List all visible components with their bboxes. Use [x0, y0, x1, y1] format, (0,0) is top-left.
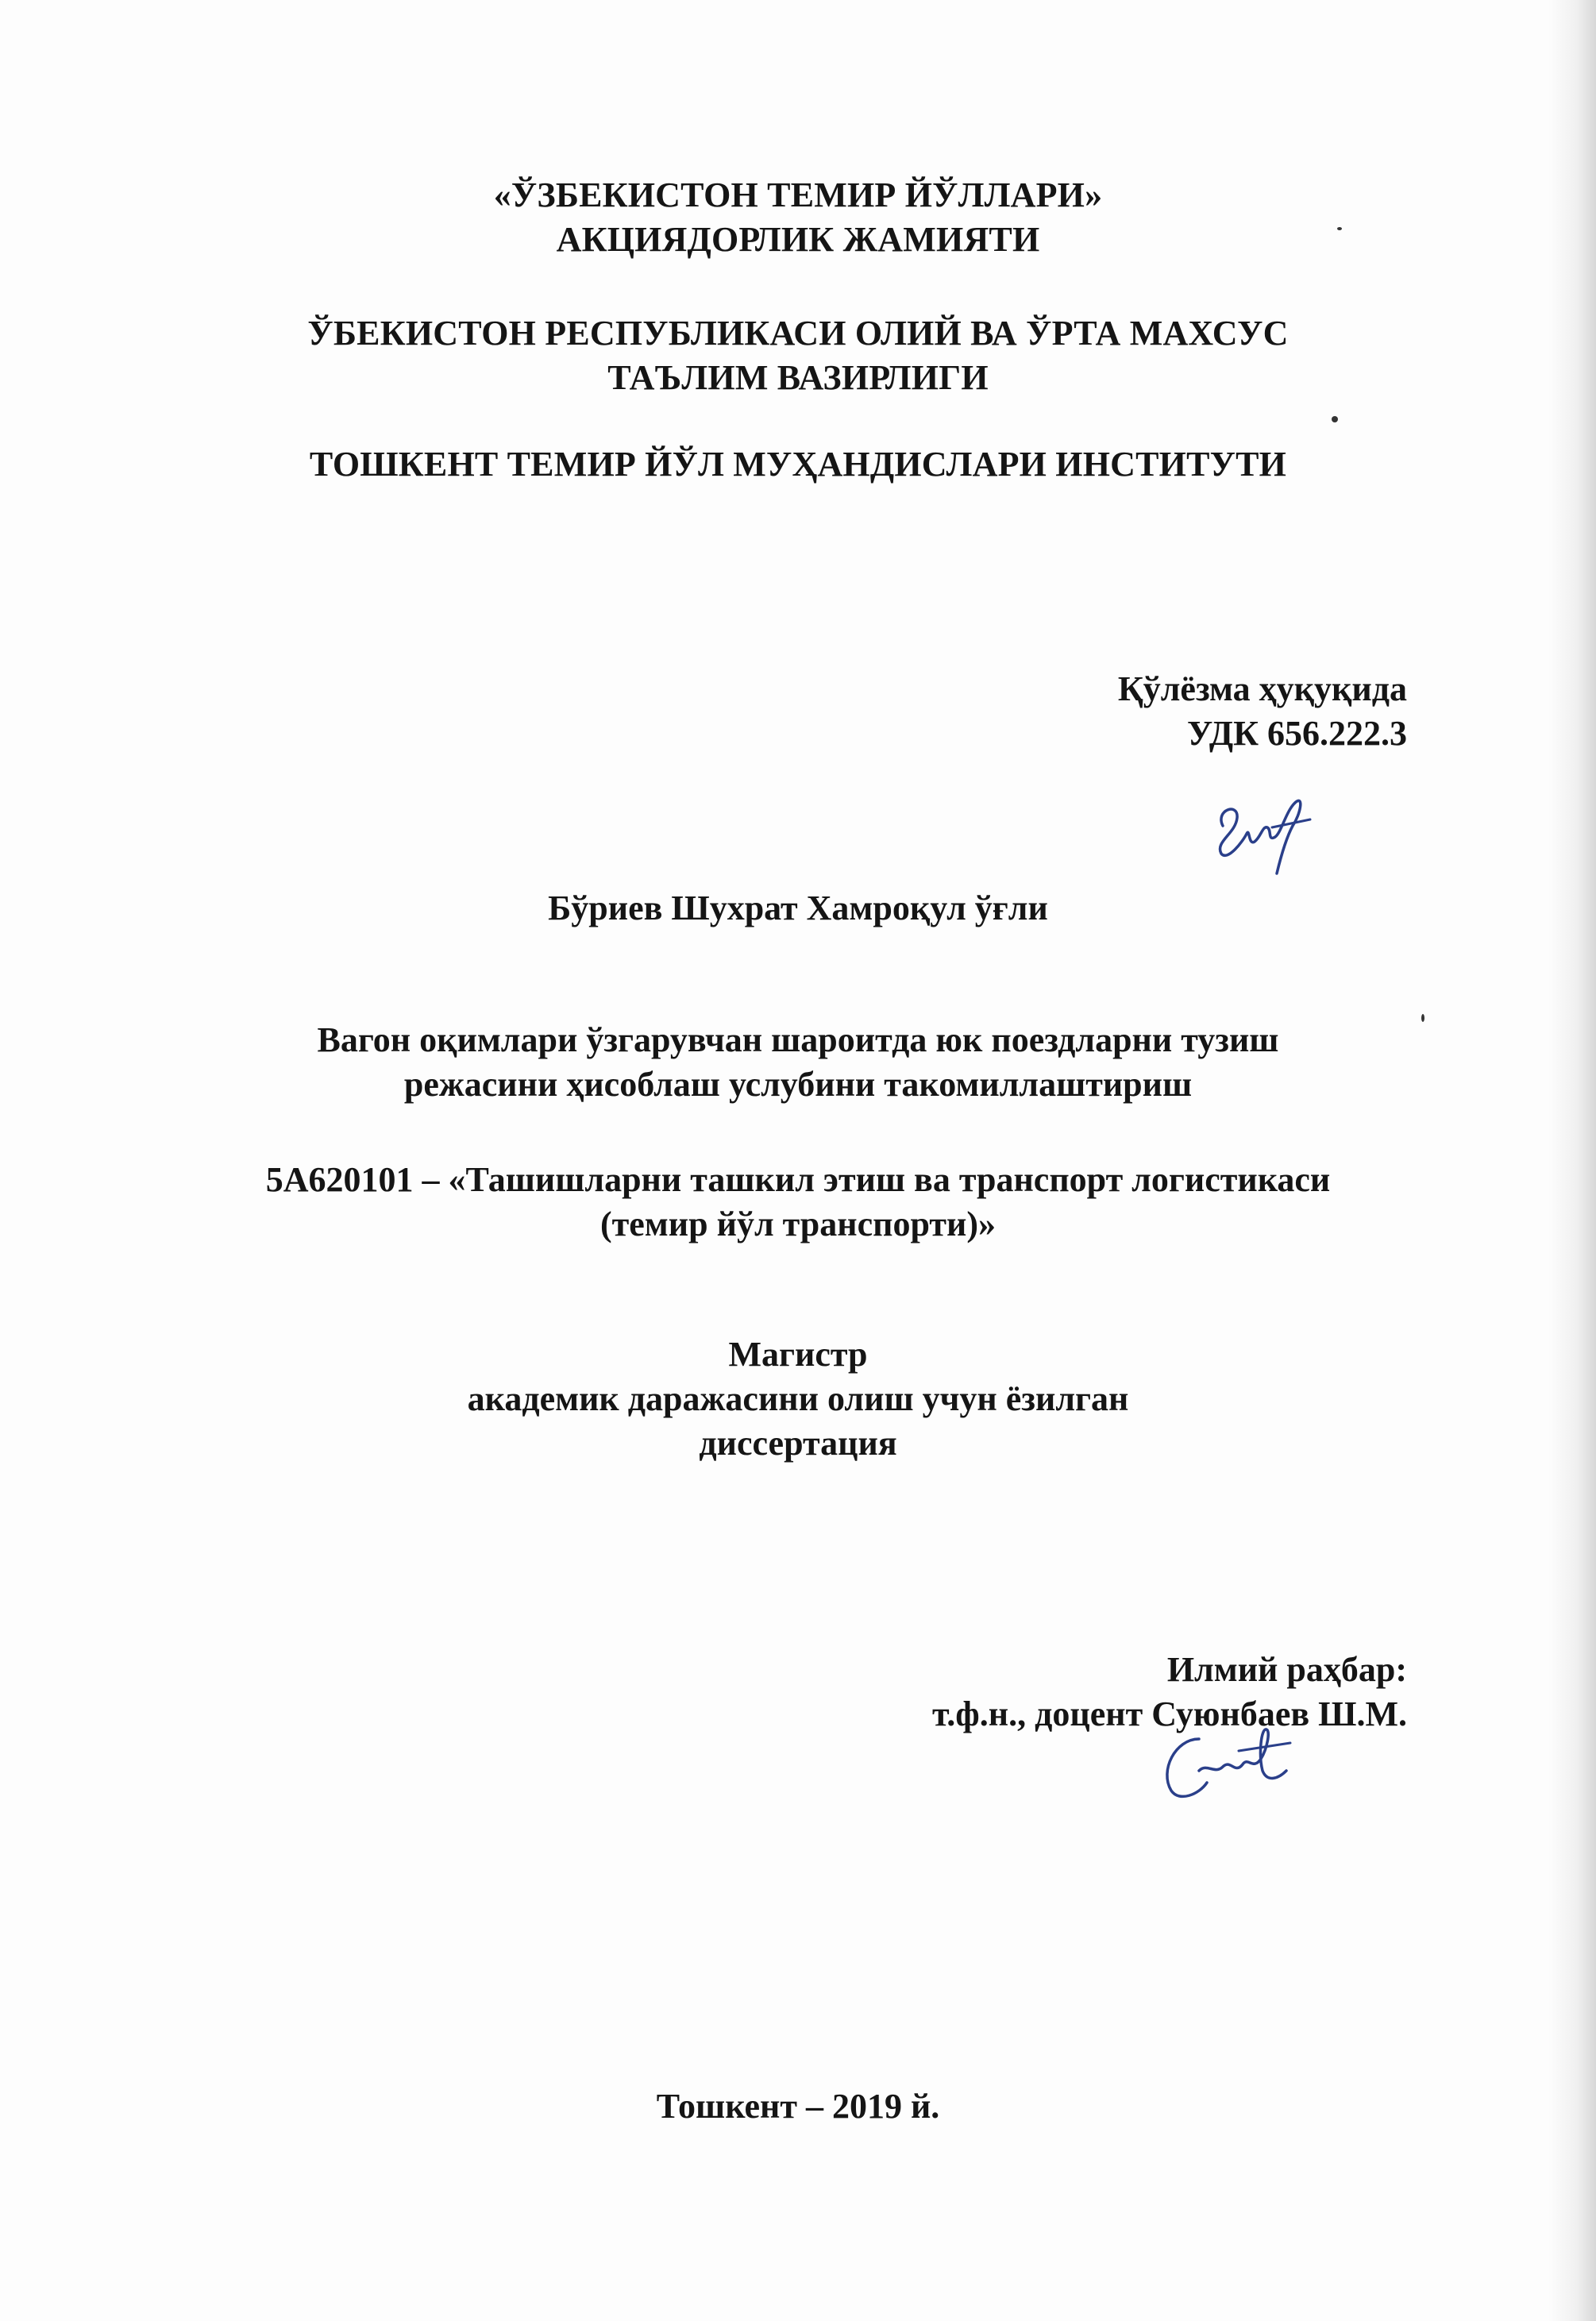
institute-name: ТОШКЕНТ ТЕМИР ЙЎЛ МУҲАНДИСЛАРИ ИНСТИТУТИ: [309, 445, 1287, 484]
author-signature: [1199, 778, 1326, 889]
scan-speck: [1332, 416, 1338, 422]
supervisor-signature: [1151, 1715, 1310, 1818]
scan-speck: [1421, 1014, 1424, 1022]
organization-header: [0, 173, 1596, 262]
degree-line2: академик даражасини олиш учун ёзилган: [467, 1379, 1129, 1418]
udk-code: УДК 656.222.3: [1186, 714, 1407, 753]
thesis-title-block: [0, 1018, 1596, 1107]
manuscript-rights: Қўлёзма ҳуқуқида: [1117, 669, 1407, 708]
thesis-title-line2: режасини ҳисоблаш услубини такомиллаштириш: [403, 1065, 1193, 1104]
ministry-name-line2: ТАЪЛИМ ВАЗИРЛИГИ: [607, 358, 989, 397]
ministry-header: [0, 311, 1596, 400]
specialty-block: [0, 1158, 1596, 1247]
city-year-block: [0, 2084, 1596, 2129]
organization-name-line1: «ЎЗБЕКИСТОН ТЕМИР ЙЎЛЛАРИ»: [493, 175, 1103, 214]
degree-block: [0, 1332, 1596, 1466]
specialty-line1: 5А620101 – «Ташишларни ташкил этиш ва транспорт логистикаси: [265, 1160, 1331, 1199]
thesis-title-line1: Вагон оқимлари ўзгарувчан шароитда юк поездларни тузиш: [317, 1020, 1279, 1059]
organization-name-line2: АКЦИЯДОРЛИК ЖАМИЯТИ: [556, 220, 1040, 259]
manuscript-grif: [1118, 667, 1407, 756]
scan-speck: [1337, 227, 1342, 230]
author-block: [0, 886, 1596, 931]
author-name: Бўриев Шухрат Хамроқул ўғли: [548, 889, 1048, 927]
degree-line3: диссертация: [699, 1424, 897, 1463]
institute-header: [0, 442, 1596, 487]
degree-line1: Магистр: [728, 1335, 868, 1374]
city-year: Тошкент – 2019 й.: [656, 2087, 940, 2126]
ministry-name-line1: ЎБЕКИСТОН РЕСПУБЛИКАСИ ОЛИЙ ВА ЎРТА МАХСУС: [307, 314, 1289, 353]
supervisor-name: т.ф.н., доцент Суюнбаев Ш.М.: [932, 1694, 1407, 1733]
specialty-line2: (темир йўл транспорти)»: [600, 1205, 996, 1243]
supervisor-label: Илмий раҳбар:: [1166, 1650, 1407, 1689]
